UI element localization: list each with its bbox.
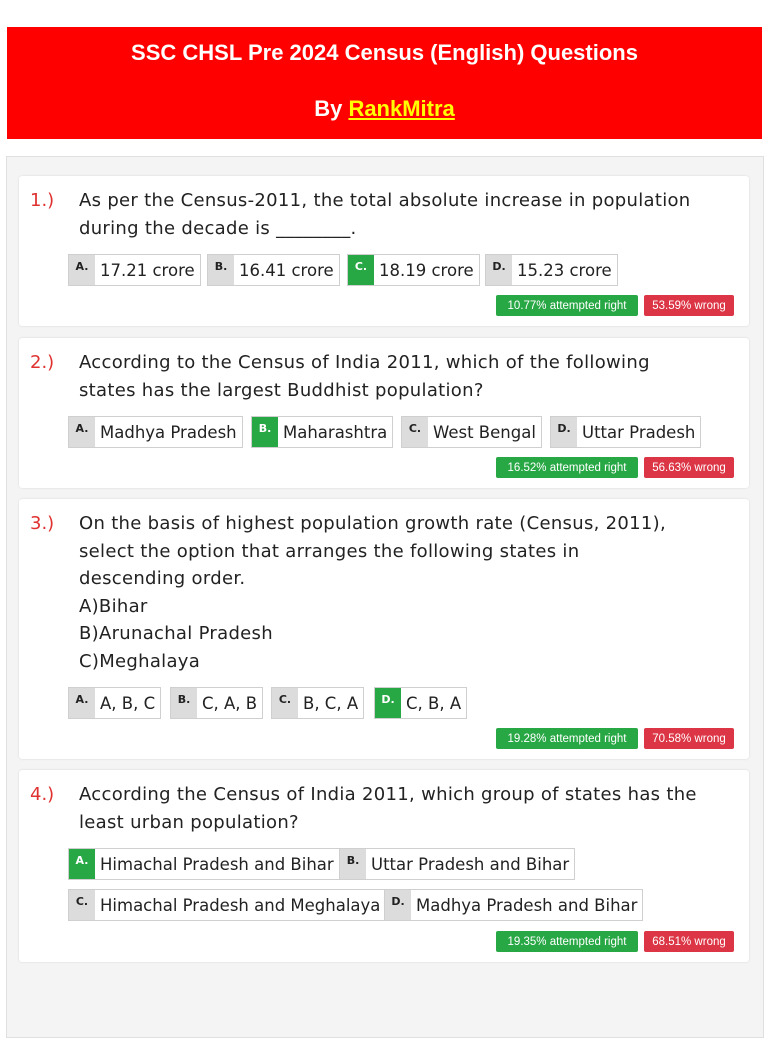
wrong-badge: 70.58% wrong bbox=[644, 728, 734, 749]
option-letter: C. bbox=[69, 890, 95, 920]
option-b[interactable] bbox=[339, 848, 575, 880]
question-line: least urban population? bbox=[79, 811, 299, 833]
question-text bbox=[79, 187, 739, 242]
option-text: 15.23 crore bbox=[517, 260, 612, 280]
question-line: during the decade is ________. bbox=[79, 217, 357, 239]
question-card bbox=[19, 176, 749, 326]
question-number: 2.) bbox=[30, 352, 55, 373]
question-line: A)Bihar bbox=[79, 595, 148, 617]
option-c[interactable] bbox=[347, 254, 480, 286]
option-text: Himachal Pradesh and Meghalaya bbox=[100, 895, 381, 915]
option-c[interactable] bbox=[401, 416, 542, 448]
attempted-right-badge: 10.77% attempted right bbox=[496, 295, 638, 316]
option-letter: A. bbox=[69, 849, 95, 879]
option-letter: D. bbox=[551, 417, 577, 447]
option-a[interactable] bbox=[68, 416, 243, 448]
option-text: Himachal Pradesh and Bihar bbox=[100, 854, 334, 874]
option-b[interactable] bbox=[207, 254, 340, 286]
wrong-badge: 53.59% wrong bbox=[644, 295, 734, 316]
option-text: Uttar Pradesh bbox=[582, 422, 696, 442]
option-d[interactable] bbox=[550, 416, 701, 448]
option-c[interactable] bbox=[271, 687, 364, 719]
wrong-badge: 68.51% wrong bbox=[644, 931, 734, 952]
option-text: 18.19 crore bbox=[379, 260, 474, 280]
option-d[interactable] bbox=[485, 254, 618, 286]
question-line: On the basis of highest population growth rate (Census, 2011), bbox=[79, 513, 667, 534]
option-c[interactable] bbox=[68, 889, 386, 921]
attempted-right-badge: 19.35% attempted right bbox=[496, 931, 638, 952]
option-letter: A. bbox=[69, 417, 95, 447]
byline bbox=[7, 96, 762, 122]
option-text: Madhya Pradesh and Bihar bbox=[416, 895, 638, 915]
brand-link[interactable]: RankMitra bbox=[348, 96, 455, 121]
option-text: Uttar Pradesh and Bihar bbox=[371, 854, 570, 874]
question-line: descending order. bbox=[79, 568, 246, 589]
option-text: Maharashtra bbox=[283, 422, 388, 442]
page-title: SSC CHSL Pre 2024 Census (English) Questions bbox=[131, 40, 638, 65]
option-letter: B. bbox=[340, 849, 366, 879]
wrong-badge: 56.63% wrong bbox=[644, 457, 734, 478]
option-text: 16.41 crore bbox=[239, 260, 334, 280]
question-card bbox=[19, 770, 749, 962]
question-number: 4.) bbox=[30, 784, 55, 805]
question-card bbox=[19, 499, 749, 759]
option-a[interactable] bbox=[68, 848, 340, 880]
option-letter: C. bbox=[402, 417, 428, 447]
page-header bbox=[7, 27, 762, 139]
option-letter: C. bbox=[348, 255, 374, 285]
question-number: 1.) bbox=[30, 190, 55, 211]
attempted-right-badge: 16.52% attempted right bbox=[496, 457, 638, 478]
option-letter: A. bbox=[69, 688, 95, 718]
question-text bbox=[79, 510, 739, 675]
question-line: As per the Census-2011, the total absolute increase in population bbox=[79, 190, 691, 211]
question-text bbox=[79, 349, 739, 404]
option-letter: B. bbox=[252, 417, 278, 447]
option-b[interactable] bbox=[170, 687, 263, 719]
question-line: states has the largest Buddhist population? bbox=[79, 379, 484, 401]
question-line: select the option that arranges the following states in bbox=[79, 540, 580, 562]
option-text: Madhya Pradesh bbox=[100, 422, 237, 442]
option-letter: D. bbox=[375, 688, 401, 718]
question-line: C)Meghalaya bbox=[79, 650, 201, 672]
option-d[interactable] bbox=[374, 687, 467, 719]
option-text: A, B, C bbox=[100, 693, 156, 713]
option-text: 17.21 crore bbox=[100, 260, 195, 280]
option-a[interactable] bbox=[68, 254, 201, 286]
option-text: C, B, A bbox=[406, 693, 462, 713]
option-d[interactable] bbox=[384, 889, 643, 921]
option-letter: B. bbox=[208, 255, 234, 285]
option-letter: C. bbox=[272, 688, 298, 718]
question-line: B)Arunachal Pradesh bbox=[79, 623, 273, 644]
question-line: According to the Census of India 2011, which of the following bbox=[79, 352, 650, 373]
option-text: West Bengal bbox=[433, 422, 536, 442]
option-letter: A. bbox=[69, 255, 95, 285]
option-b[interactable] bbox=[251, 416, 393, 448]
option-letter: D. bbox=[486, 255, 512, 285]
option-letter: B. bbox=[171, 688, 197, 718]
question-line: According the Census of India 2011, which group of states has the bbox=[79, 784, 697, 805]
question-card bbox=[19, 338, 749, 488]
option-letter: D. bbox=[385, 890, 411, 920]
attempted-right-badge: 19.28% attempted right bbox=[496, 728, 638, 749]
option-text: C, A, B bbox=[202, 693, 258, 713]
question-number: 3.) bbox=[30, 513, 55, 534]
option-text: B, C, A bbox=[303, 693, 359, 713]
option-a[interactable] bbox=[68, 687, 161, 719]
byline-prefix: By bbox=[314, 96, 343, 121]
question-text bbox=[79, 781, 739, 836]
